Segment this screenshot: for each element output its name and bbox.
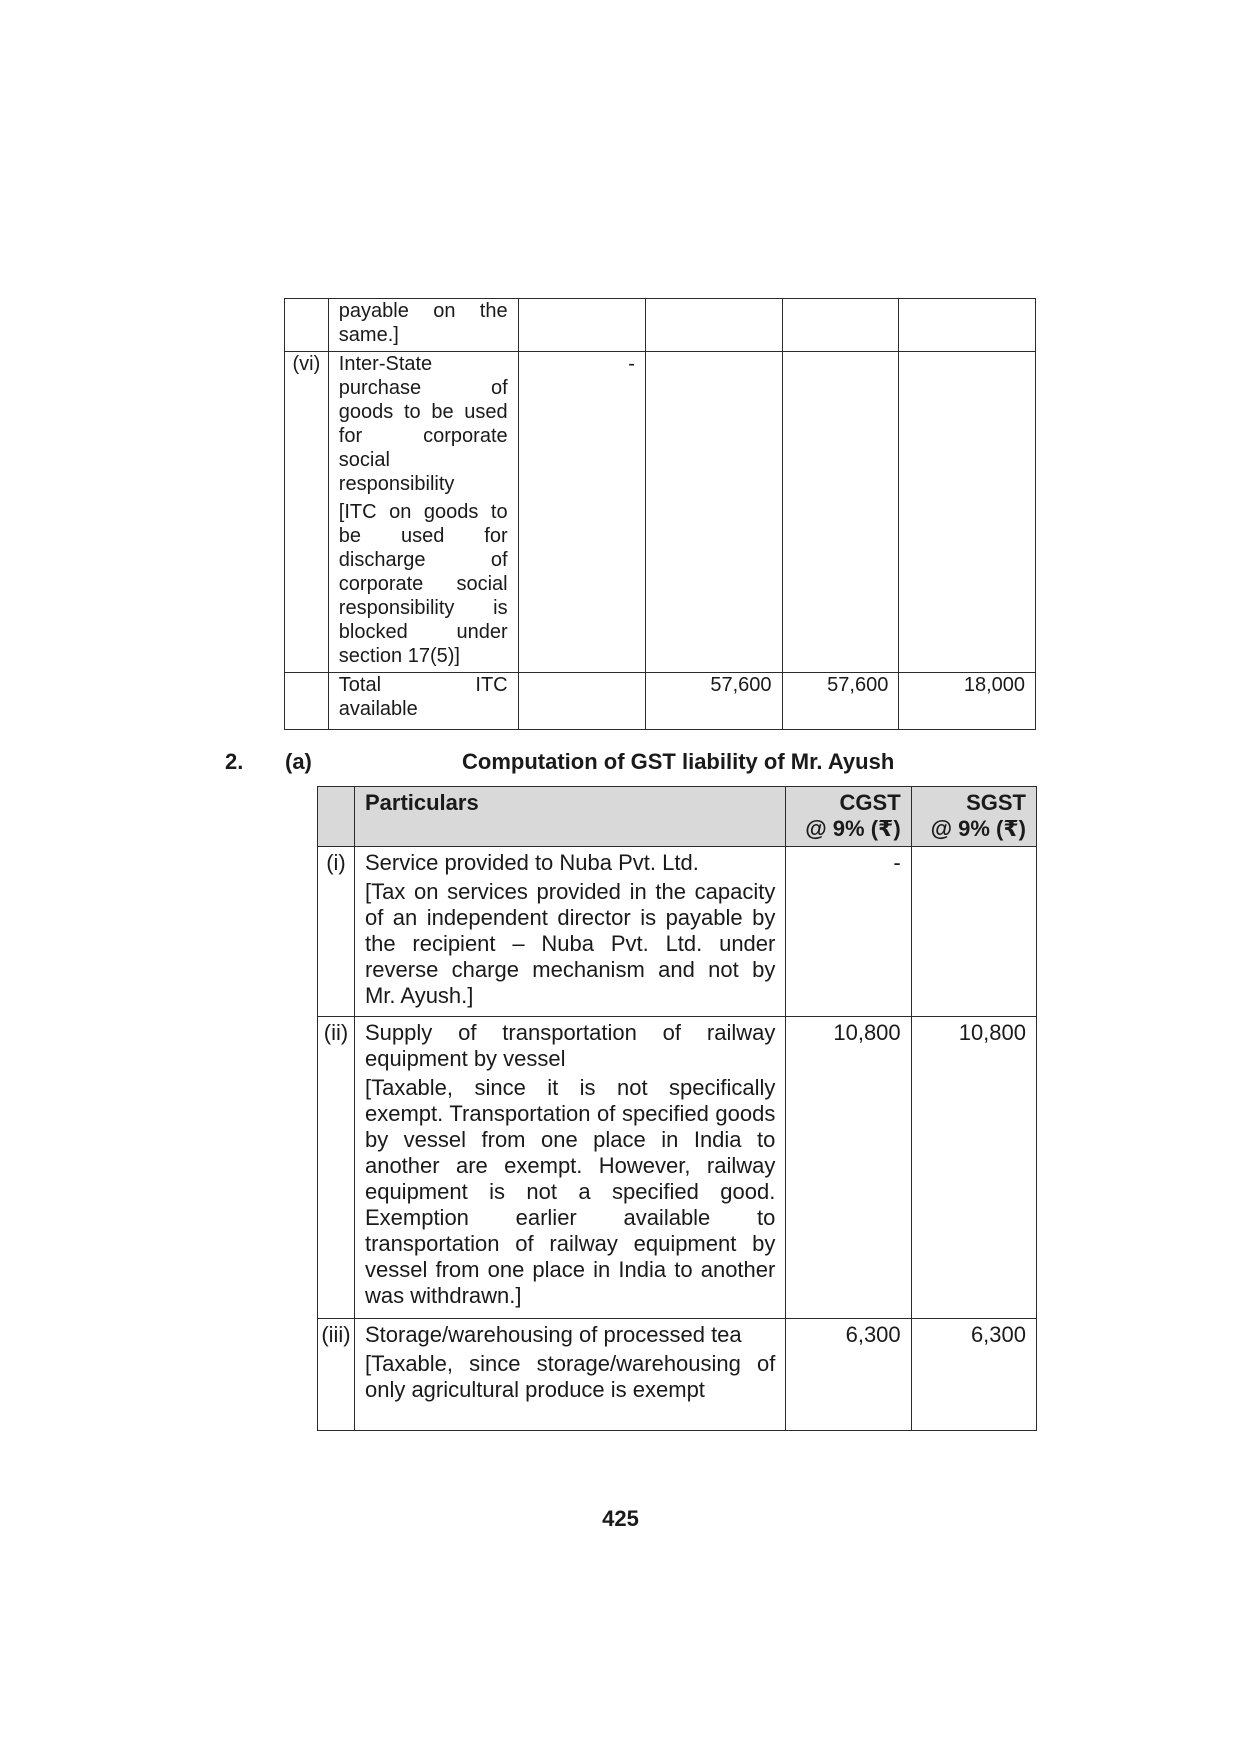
gst-liability-table [317,786,1037,1431]
row-description [354,847,785,1017]
col4-value [899,352,1036,673]
desc-line: responsibility is [338,597,508,619]
cgst-value: 10,800 [786,1017,911,1319]
desc-line: for corporate [338,425,508,447]
desc-line: [ITC on goods to [338,501,508,523]
row-number: (i) [318,847,355,1017]
sgst-value [911,847,1036,1017]
col3-value [782,352,899,673]
col1-value: - [518,352,645,673]
desc-line: social [338,449,390,471]
col2-value [645,352,782,673]
row-number [285,673,329,730]
desc-line: corporate social [338,573,508,595]
header-cgst-title: CGST [839,790,901,815]
desc-line: section 17(5)] [338,645,460,667]
row-description [354,1319,785,1431]
table-row-total [285,673,1036,730]
cgst-value: - [786,847,911,1017]
header-sgst [911,787,1036,847]
desc-line: same.] [338,324,399,346]
table-row [285,299,1036,352]
section-title: Computation of GST liability of Mr. Ayush [462,749,895,774]
col2-value [645,299,782,352]
header-blank [318,787,355,847]
col4-value: 18,000 [899,673,1036,730]
col3-value [782,299,899,352]
row-note: [Taxable, since it is not specifically exempt. Transportation of specified goods by vessel from one place in India to another are exempt. However, railway equipment is not a specified good. Exemption earlier available to transportation of railway equipment by vessel from one place in India to another was withdrawn.] [364,1075,776,1308]
row-description [354,1017,785,1319]
header-cgst-rate: @ 9% (₹) [805,816,901,841]
row-number [285,299,329,352]
table-row [318,847,1037,1017]
desc-line: blocked under [338,621,508,643]
desc-line: Total ITC [338,674,508,696]
row-number: (vi) [285,352,329,673]
row-item: Storage/warehousing of processed tea [364,1322,742,1347]
col4-value [899,299,1036,352]
header-sgst-title: SGST [966,790,1026,815]
desc-line: available [338,698,418,720]
col1-value [518,299,645,352]
col1-value [518,673,645,730]
page-number: 425 [602,1506,639,1531]
header-sgst-rate: @ 9% (₹) [930,816,1026,841]
row-item: Supply of transportation of railway equipment by vessel [364,1020,776,1071]
sgst-value: 6,300 [911,1319,1036,1431]
row-description [328,299,518,352]
desc-line: be used for [338,525,508,547]
row-description [328,673,518,730]
desc-line: purchase of [338,377,508,399]
cgst-value: 6,300 [786,1319,911,1431]
row-number: (iii) [318,1319,355,1431]
desc-line: discharge of [338,549,508,571]
table-row [285,352,1036,673]
col2-value: 57,600 [645,673,782,730]
question-part: (a) [285,749,312,774]
row-item: Service provided to Nuba Pvt. Ltd. [364,850,699,875]
row-number: (ii) [318,1017,355,1319]
header-cgst [786,787,911,847]
table-header-row [318,787,1037,847]
row-description [328,352,518,673]
table-row [318,1017,1037,1319]
question-number: 2. [225,749,244,774]
header-particulars: Particulars [354,787,785,847]
desc-line: payable on the [338,300,508,322]
row-note: [Tax on services provided in the capacity of an independent director is payable by the recipient – Nuba Pvt. Ltd. under reverse charge mechanism and not by Mr. Ayush.] [364,879,776,1008]
table-row [318,1319,1037,1431]
desc-line: goods to be used [338,401,508,423]
desc-line: responsibility [338,473,455,495]
itc-table [284,298,1036,730]
row-note: [Taxable, since storage/warehousing of only agricultural produce is exempt [364,1351,776,1402]
col3-value: 57,600 [782,673,899,730]
desc-line: Inter-State [338,353,433,375]
sgst-value: 10,800 [911,1017,1036,1319]
